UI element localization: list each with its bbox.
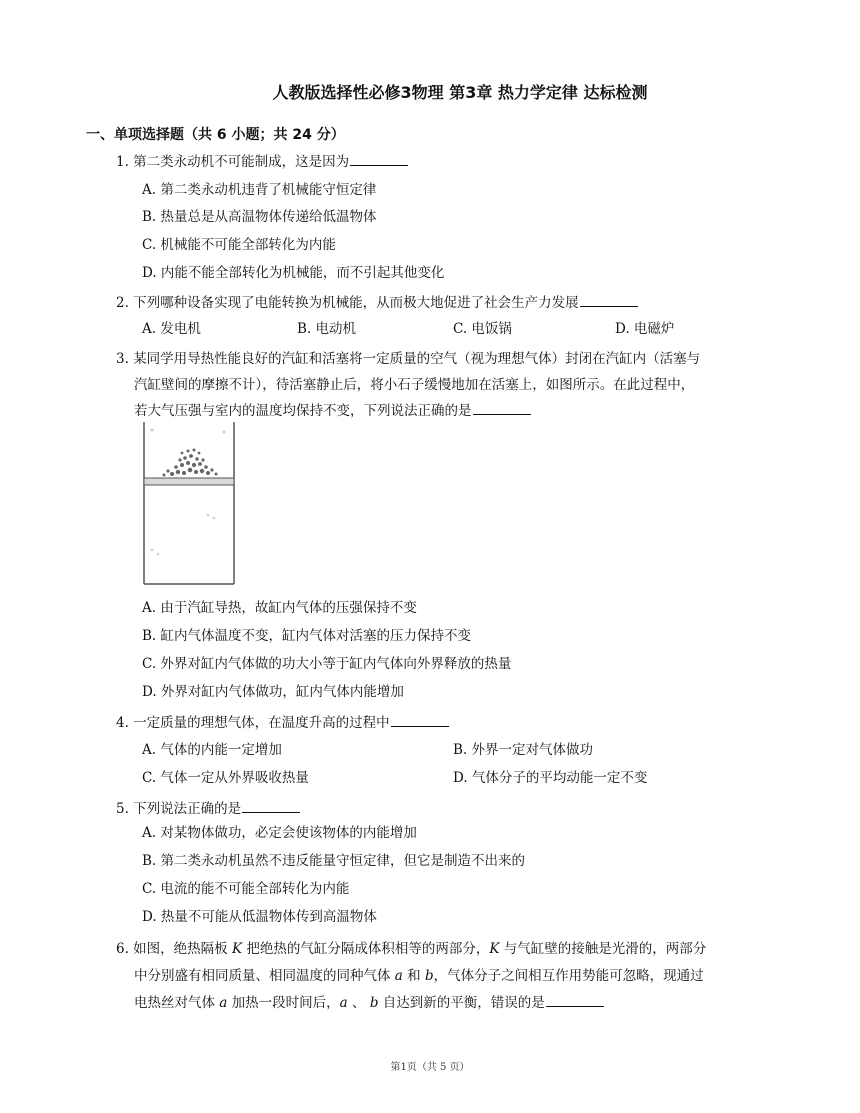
- question-5-option-c: C. 电流的能不可能全部转化为内能: [142, 881, 350, 897]
- question-3-stem-line-2: 汽缸壁间的摩擦不计），待活塞静止后，将小石子缓慢地加在活塞上，如图所示。在此过程中，: [134, 377, 695, 393]
- question-2-stem: 2. 下列哪种设备实现了电能转换为机械能，从而极大地促进了社会生产力发展: [116, 293, 638, 313]
- question-2-option-c: C. 电饭锅: [453, 321, 512, 337]
- question-4-option-a: A. 气体的内能一定增加: [142, 742, 282, 758]
- question-4-stem: 4. 一定质量的理想气体，在温度升高的过程中: [116, 713, 449, 733]
- page-title: 人教版选择性必修3物理 第3章 热力学定律 达标检测: [272, 83, 648, 102]
- question-3-stem-line-1: 3. 某同学用导热性能良好的汽缸和活塞将一定质量的空气（视为理想气体）封闭在汽缸内（活塞与: [116, 351, 701, 367]
- answer-blank: [473, 401, 531, 415]
- section-heading: 一、单项选择题（共 6 小题；共 24 分）: [86, 127, 345, 143]
- question-1-stem: 1. 第二类永动机不可能制成，这是因为: [116, 152, 408, 172]
- question-1-option-b: B. 热量总是从高温物体传递给低温物体: [142, 209, 377, 225]
- question-4-option-d: D. 气体分子的平均动能一定不变: [453, 770, 648, 786]
- answer-blank: [350, 152, 408, 166]
- question-3-option-d: D. 外界对缸内气体做功，缸内气体内能增加: [142, 684, 404, 700]
- question-6-stem-line-3: 电热丝对气体 a 加热一段时间后，a 、 b 自达到新的平衡，错误的是: [134, 993, 604, 1013]
- question-2-option-a: A. 发电机: [142, 321, 201, 337]
- question-5-option-a: A. 对某物体做功，必定会使该物体的内能增加: [142, 825, 417, 841]
- question-3-option-c: C. 外界对缸内气体做的功大小等于缸内气体向外界释放的热量: [142, 656, 512, 672]
- question-2-option-d: D. 电磁炉: [615, 321, 675, 337]
- question-3-option-a: A. 由于汽缸导热，故缸内气体的压强保持不变: [142, 600, 417, 616]
- question-1-option-c: C. 机械能不可能全部转化为内能: [142, 237, 336, 253]
- question-1-option-a: A. 第二类永动机违背了机械能守恒定律: [142, 182, 377, 198]
- answer-blank: [242, 799, 300, 813]
- answer-blank: [546, 993, 604, 1007]
- question-1-option-d: D. 内能不能全部转化为机械能，而不引起其他变化: [142, 265, 445, 281]
- question-5-option-d: D. 热量不可能从低温物体传到高温物体: [142, 909, 377, 925]
- question-4-option-b: B. 外界一定对气体做功: [453, 742, 594, 758]
- page-footer: 第1页（共 5 页）: [390, 1062, 470, 1073]
- question-6-stem-line-2: 中分别盛有相同质量、相同温度的同种气体 a 和 b，气体分子之间相互作用势能可忽略，现通过: [134, 968, 704, 984]
- question-5-stem: 5. 下列说法正确的是: [116, 799, 300, 819]
- question-2-option-b: B. 电动机: [297, 321, 357, 337]
- question-4-option-c: C. 气体一定从外界吸收热量: [142, 770, 309, 786]
- question-3-option-b: B. 缸内气体温度不变，缸内气体对活塞的压力保持不变: [142, 628, 472, 644]
- question-6-stem-line-1: 6. 如图，绝热隔板 K 把绝热的气缸分隔成体积相等的两部分，K 与气缸壁的接触是光滑的，两部分: [116, 941, 707, 957]
- cylinder-piston-figure: [138, 420, 240, 588]
- answer-blank: [391, 713, 449, 727]
- question-3-stem-line-3: 若大气压强与室内的温度均保持不变，下列说法正确的是: [134, 401, 531, 421]
- cylinder-diagram: [138, 420, 240, 588]
- question-5-option-b: B. 第二类永动机虽然不违反能量守恒定律，但它是制造不出来的: [142, 853, 526, 869]
- answer-blank: [580, 293, 638, 307]
